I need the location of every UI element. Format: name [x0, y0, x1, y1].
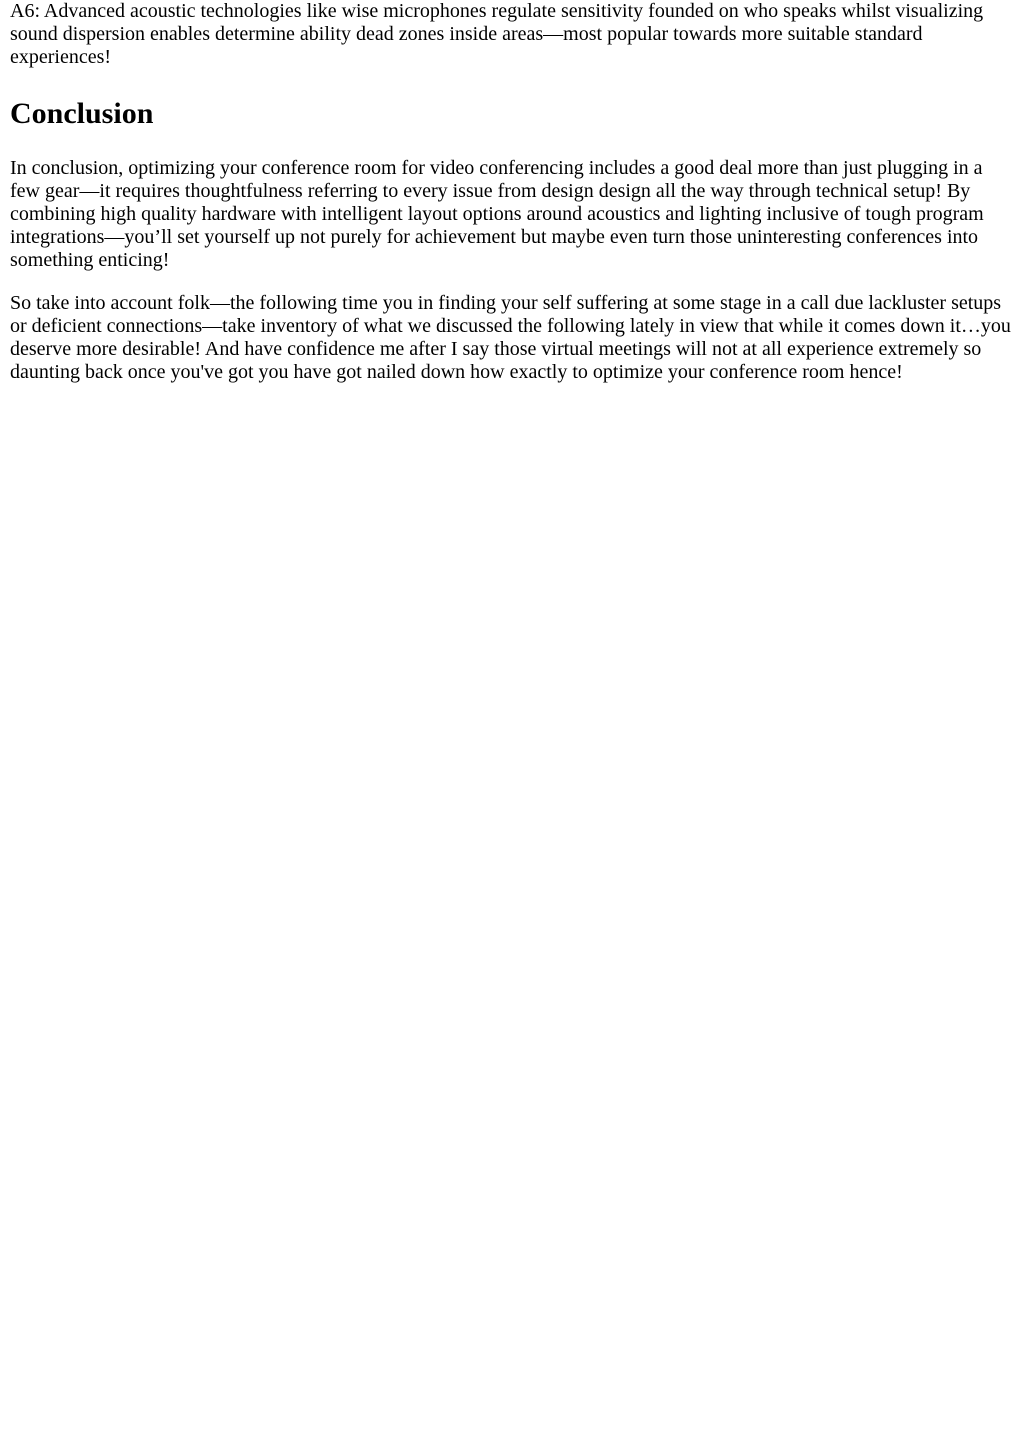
conclusion-heading: Conclusion — [10, 97, 154, 130]
faq-answer-a6: A6: Advanced acoustic technologies like wise microphones regulate sensitivity founded on who speaks whilst visualizing sound dispersion enables determine ability dead zones inside areas—most popular towards more suitable standard experiences! — [10, 0, 984, 68]
conclusion-paragraph-1: In conclusion, optimizing your conference room for video conferencing includes a good deal more than just plugging in a few gear—it requires thoughtfulness referring to every issue from design design all the way through technical setup! By combining high quality hardware with intelligent layout options around acoustics and lighting inclusive of tough program integrations—you’ll set yourself up not purely for achievement but maybe even turn those uninteresting conferences into something enticing! — [10, 157, 984, 271]
article-body — [0, 0, 1024, 384]
conclusion-paragraph-2: So take into account folk—the following time you in finding your self suffering at some stage in a call due lackluster setups or deficient connections—take inventory of what we discussed the following lately in view that while it comes down it…you deserve more desirable! And have confidence me after I say those virtual meetings will not at all experience extremely so daunting back once you've got you have got nailed down how exactly to optimize your conference room hence! — [10, 292, 1011, 383]
